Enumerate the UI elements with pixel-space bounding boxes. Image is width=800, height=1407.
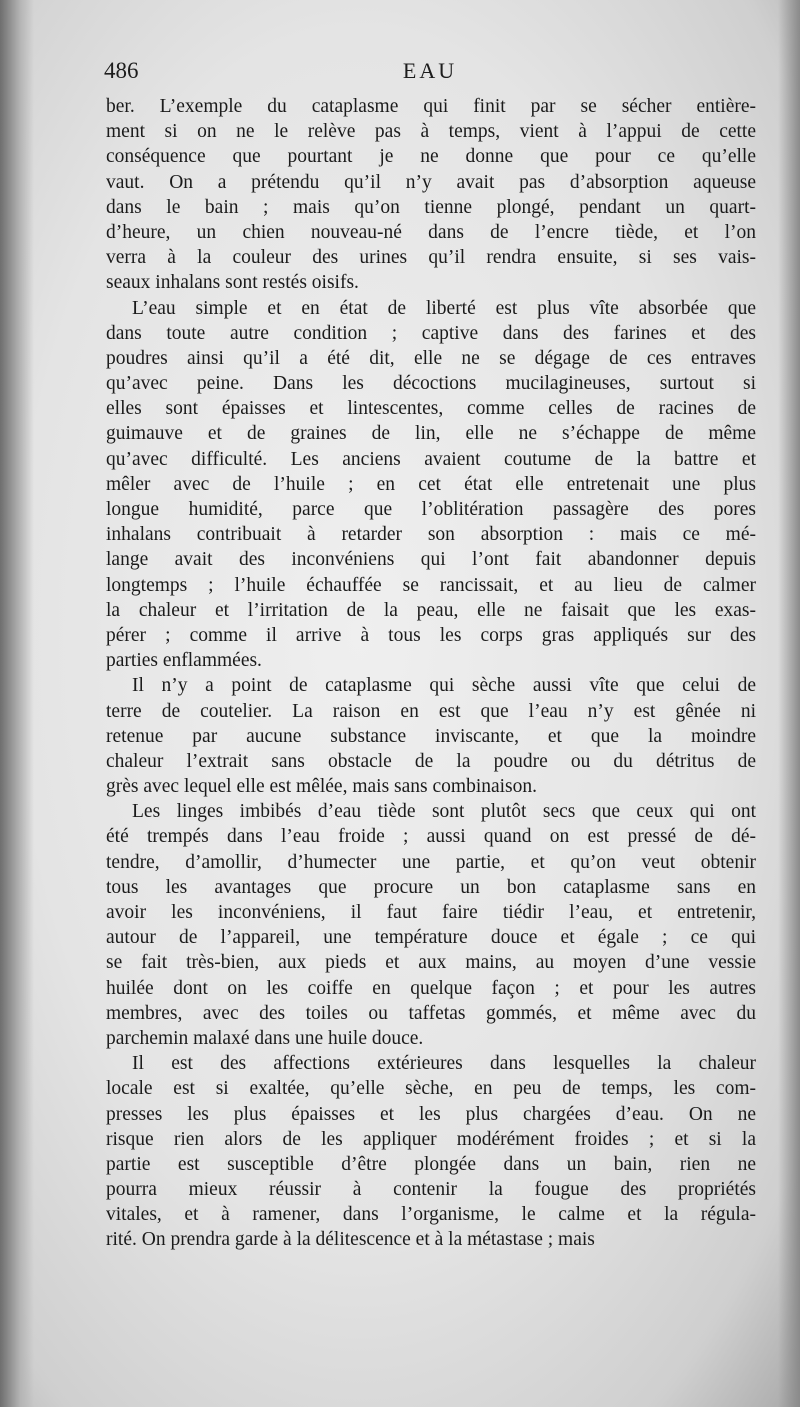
text-line: autour de l’appareil, une température douce et égale ; ce qui xyxy=(106,927,756,949)
text-line: avoir les inconvéniens, il faut faire tiédir l’eau, et entretenir, xyxy=(106,902,756,923)
text-line: été trempés dans l’eau froide ; aussi quand on est pressé de dé- xyxy=(106,826,756,848)
text-line: rité. On prendra garde à la délitescence et à la métastase ; mais xyxy=(106,1229,595,1251)
running-head: EAU xyxy=(402,58,458,83)
text-line: partie est susceptible d’être plongée dans un bain, rien ne xyxy=(106,1153,756,1175)
text-line: mêler avec de l’huile ; en cet état elle entretenait une plus xyxy=(106,473,756,495)
page-edge-shadow xyxy=(778,0,800,1407)
text-line: membres, avec des toiles ou taffetas gommés, et même avec du xyxy=(106,1002,756,1024)
text-line: d’heure, un chien nouveau-né dans de l’encre tiède, et l’on xyxy=(106,221,756,243)
text-line: parchemin malaxé dans une huile douce. xyxy=(106,1027,424,1049)
page-number: 486 xyxy=(104,58,139,83)
text-line: pourra mieux réussir à contenir la fougue des propriétés xyxy=(106,1179,756,1201)
paragraph xyxy=(106,799,756,1051)
text-line: vitales, et à ramener, dans l’organisme, le calme et la régula- xyxy=(106,1204,756,1226)
text-line: locale est si exaltée, qu’elle sèche, en peu de temps, les com- xyxy=(106,1078,756,1100)
text-line: qu’avec difficulté. Les anciens avaient coutume de la battre et xyxy=(106,448,756,470)
text-line: poudres ainsi qu’il a été dit, elle ne se dégage de ces entraves xyxy=(106,347,756,369)
text-line: lange avait des inconvéniens qui l’ont fait abandonner depuis xyxy=(106,549,756,571)
text-line: tous les avantages que procure un bon cataplasme sans en xyxy=(106,876,756,898)
page-gutter-shadow xyxy=(0,0,34,1407)
text-line: seaux inhalans sont restés oisifs. xyxy=(106,272,359,294)
text-line: qu’avec peine. Dans les décoctions mucilagineuses, surtout si xyxy=(106,373,756,395)
text-line: ment si on ne le relève pas à temps, vient à l’appui de cette xyxy=(106,121,756,143)
paragraph xyxy=(106,94,756,296)
text-line: terre de coutelier. La raison en est que l’eau n’y est gênée ni xyxy=(106,700,756,722)
text-line: dans toute autre condition ; captive dans des farines et des xyxy=(106,322,756,344)
text-line: guimauve et de graines de lin, elle ne s’échappe de même xyxy=(106,423,756,445)
text-line: inhalans contribuait à retarder son absorption : mais ce mé- xyxy=(106,524,756,546)
text-line: L’eau simple et en état de liberté est plus vîte absorbée que xyxy=(132,297,756,319)
text-line: tendre, d’amollir, d’humecter une partie, et qu’on veut obtenir xyxy=(106,851,756,873)
text-line: longue humidité, parce que l’oblitération passagère des pores xyxy=(106,499,756,520)
text-line: Il est des affections extérieures dans lesquelles la chaleur xyxy=(132,1053,756,1075)
paragraph xyxy=(106,673,756,799)
text-line: la chaleur et l’irritation de la peau, elle ne faisait que les exas- xyxy=(106,599,756,621)
text-line: pérer ; comme il arrive à tous les corps gras appliqués sur des xyxy=(106,624,756,646)
text-line: presses les plus épaisses et les plus chargées d’eau. On ne xyxy=(106,1103,756,1125)
text-line: chaleur l’extrait sans obstacle de la poudre ou du détritus de xyxy=(106,750,756,772)
body-text xyxy=(106,94,756,1253)
text-line: longtemps ; l’huile échauffée se rancissait, et au lieu de calmer xyxy=(106,574,756,596)
paragraph xyxy=(106,1051,756,1253)
text-line: se fait très-bien, aux pieds et aux mains, au moyen d’une vessie xyxy=(106,952,756,974)
text-line: Il n’y a point de cataplasme qui sèche aussi vîte que celui de xyxy=(132,675,756,697)
page-header xyxy=(104,58,756,88)
text-line: risque rien alors de les appliquer modérément froides ; et si la xyxy=(106,1128,756,1150)
text-line: dans le bain ; mais qu’on tienne plongé, pendant un quart- xyxy=(106,196,756,218)
paragraph xyxy=(106,296,756,674)
text-line: conséquence que pourtant je ne donne que pour ce qu’elle xyxy=(106,146,756,168)
text-line: vaut. On a prétendu qu’il n’y avait pas d’absorption aqueuse xyxy=(106,171,756,193)
text-line: elles sont épaisses et lintescentes, comme celles de racines de xyxy=(106,398,756,420)
text-line: verra à la couleur des urines qu’il rendra ensuite, si ses vais- xyxy=(106,247,756,269)
text-line: Les linges imbibés d’eau tiède sont plutôt secs que ceux qui ont xyxy=(132,801,756,823)
text-line: huilée dont on les coiffe en quelque façon ; et pour les autres xyxy=(106,977,756,999)
text-line: retenue par aucune substance inviscante, et que la moindre xyxy=(106,725,756,747)
text-line: ber. L’exemple du cataplasme qui finit par se sécher entière- xyxy=(106,96,756,117)
text-line: parties enflammées. xyxy=(106,650,262,672)
text-line: grès avec lequel elle est mêlée, mais sans combinaison. xyxy=(106,776,538,798)
